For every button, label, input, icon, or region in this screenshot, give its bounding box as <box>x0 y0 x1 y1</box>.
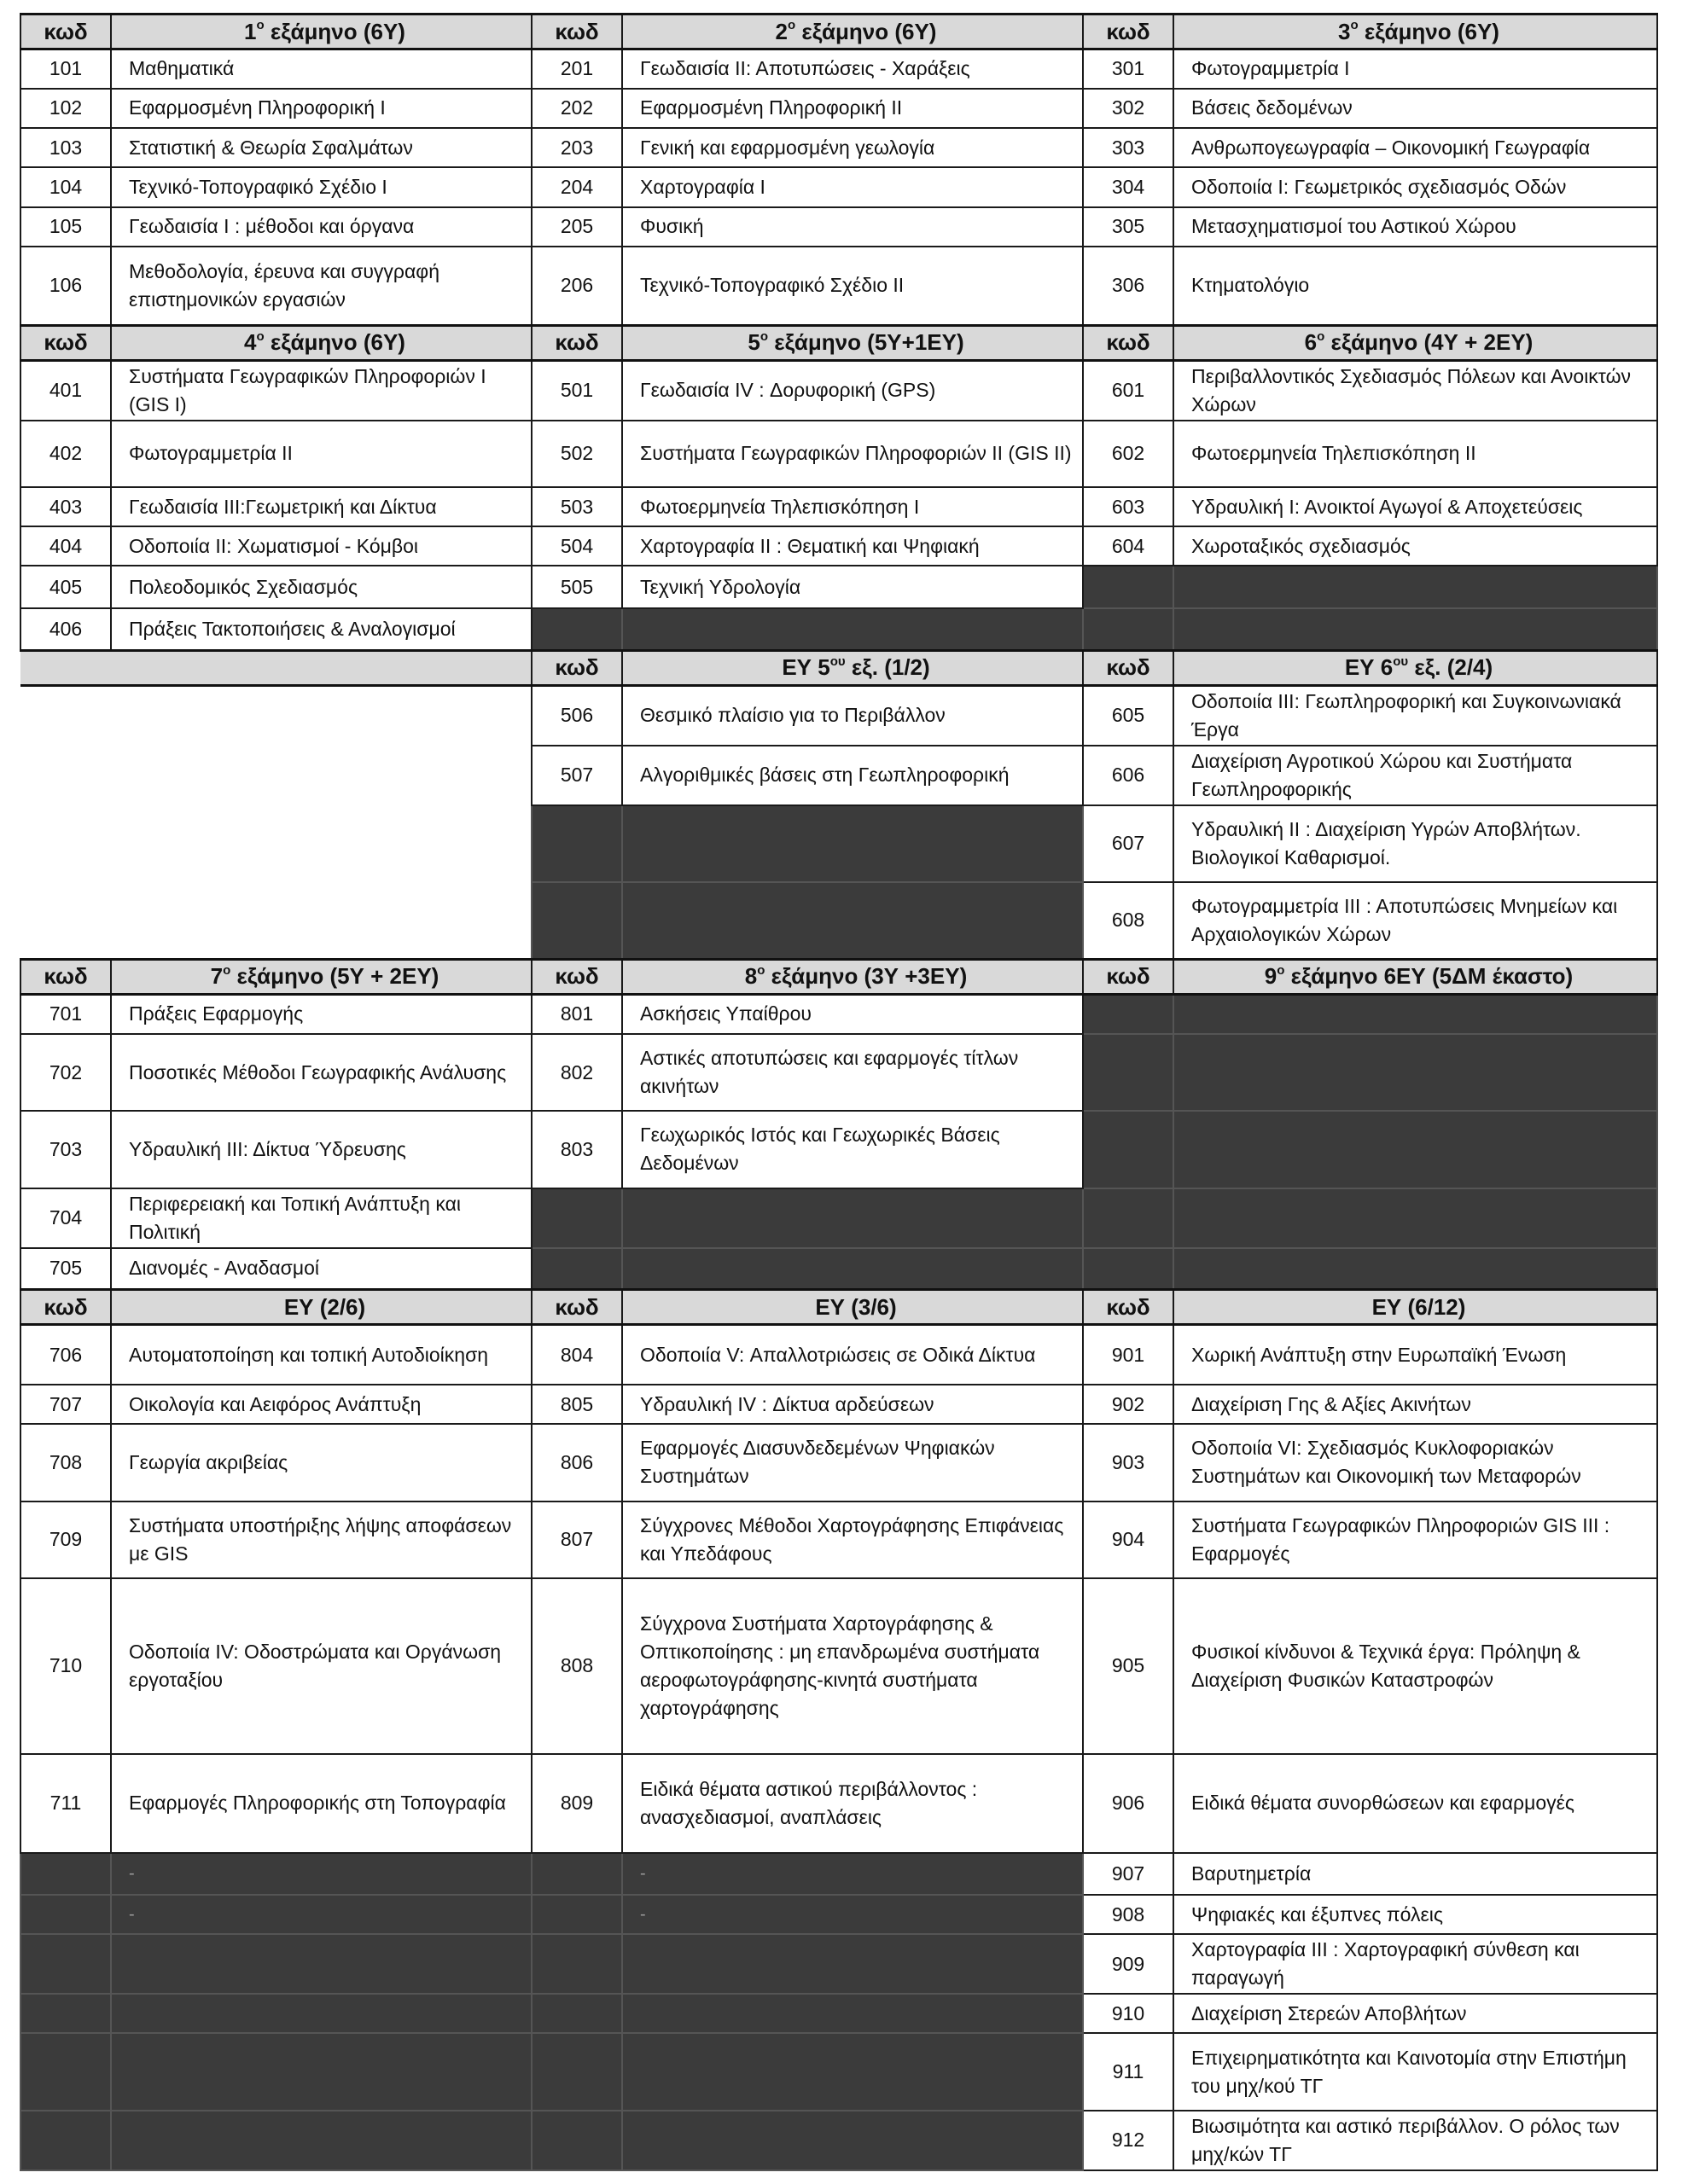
course-code: 709 <box>20 1502 111 1578</box>
course-title: Οδοποιία IV: Οδοστρώματα και Οργάνωση εργοταξίου <box>111 1578 532 1754</box>
empty-slot-dash: - <box>622 1895 1083 1934</box>
course-title: Κτηματολόγιο <box>1173 247 1657 326</box>
semester-header: $5^o$ εξάμηνο (5Υ+1ΕΥ) <box>622 325 1083 360</box>
code-column-header: κωδ <box>1083 1290 1173 1325</box>
course-title: Πολεοδομικός Σχεδιασμός <box>111 566 532 607</box>
course-code: 905 <box>1083 1578 1173 1754</box>
course-code: 607 <box>1083 805 1173 882</box>
semester-header: ΕΥ (3/6) <box>622 1290 1083 1325</box>
code-column-header: κωδ <box>20 959 111 994</box>
course-title: Χωρική Ανάπτυξη στην Ευρωπαϊκή Ένωση <box>1173 1325 1657 1385</box>
course-title: Πράξεις Τακτοποιήσεις & Αναλογισμοί <box>111 608 532 650</box>
empty-slot <box>1173 1111 1657 1188</box>
empty-cell <box>111 805 532 882</box>
course-title: Εφαρμογές Διασυνδεδεμένων Ψηφιακών Συστημάτων <box>622 1424 1083 1501</box>
course-code: 505 <box>532 566 622 607</box>
course-title: Εφαρμοσμένη Πληροφορική Ι <box>111 89 532 128</box>
code-column-header: κωδ <box>532 959 622 994</box>
code-column-header: κωδ <box>1083 959 1173 994</box>
course-code: 603 <box>1083 487 1173 526</box>
course-row <box>20 1034 1657 1111</box>
course-code: 204 <box>532 167 622 206</box>
course-title: Διαχείριση Στερεών Αποβλήτων <box>1173 1994 1657 2033</box>
course-row <box>20 360 1657 420</box>
empty-slot <box>532 1994 622 2033</box>
course-code: 608 <box>1083 882 1173 959</box>
empty-slot <box>20 1853 111 1895</box>
course-code: 706 <box>20 1325 111 1385</box>
empty-slot <box>532 1248 622 1290</box>
empty-slot <box>1173 1248 1657 1290</box>
empty-slot <box>20 2033 111 2110</box>
course-row <box>20 421 1657 487</box>
course-title: Εφαρμοσμένη Πληροφορική ΙΙ <box>622 89 1083 128</box>
course-code: 601 <box>1083 360 1173 420</box>
course-title: Αυτοματοποίηση και τοπική Αυτοδιοίκηση <box>111 1325 532 1385</box>
empty-slot <box>532 1188 622 1248</box>
course-title: Περιφερειακή και Τοπική Ανάπτυξη και Πολιτική <box>111 1188 532 1248</box>
course-row <box>20 526 1657 566</box>
empty-slot <box>1083 566 1173 607</box>
empty-slot <box>532 1934 622 1994</box>
course-title: Ποσοτικές Μέθοδοι Γεωγραφικής Ανάλυσης <box>111 1034 532 1111</box>
course-title: Οδοποιία ΙΙΙ: Γεωπληροφορική και Συγκοινωνιακά Έργα <box>1173 685 1657 745</box>
empty-slot <box>532 608 622 650</box>
course-title: Γενική και εφαρμοσμένη γεωλογία <box>622 128 1083 167</box>
course-code: 306 <box>1083 247 1173 326</box>
course-title: Υδραυλική ΙΙΙ: Δίκτυα Ύδρευσης <box>111 1111 532 1188</box>
course-code: 502 <box>532 421 622 487</box>
empty-slot-dash: - <box>622 1853 1083 1895</box>
course-code: 708 <box>20 1424 111 1501</box>
empty-slot <box>111 1934 532 1994</box>
empty-cell <box>20 650 111 685</box>
course-code: 504 <box>532 526 622 566</box>
section-header-row <box>20 650 1657 685</box>
empty-cell <box>111 685 532 745</box>
empty-cell <box>111 882 532 959</box>
empty-cell <box>20 685 111 745</box>
course-title: Ειδικά θέματα αστικού περιβάλλοντος : ανασχεδιασμοί, αναπλάσεις <box>622 1754 1083 1853</box>
course-code: 805 <box>532 1385 622 1424</box>
course-code: 910 <box>1083 1994 1173 2033</box>
course-title: Γεωδαισία ΙΙΙ:Γεωμετρική και Δίκτυα <box>111 487 532 526</box>
section-header-row <box>20 325 1657 360</box>
semester-header: $7^o$ εξάμηνο (5Υ + 2ΕΥ) <box>111 959 532 994</box>
course-code: 901 <box>1083 1325 1173 1385</box>
course-title: Φωτοερμηνεία Τηλεπισκόπηση Ι <box>622 487 1083 526</box>
course-code: 903 <box>1083 1424 1173 1501</box>
course-title: Γεωργία ακριβείας <box>111 1424 532 1501</box>
course-code: 302 <box>1083 89 1173 128</box>
empty-slot <box>111 2033 532 2110</box>
course-code: 301 <box>1083 49 1173 89</box>
empty-slot <box>622 2033 1083 2110</box>
course-row <box>20 882 1657 959</box>
course-row <box>20 1895 1657 1934</box>
course-code: 803 <box>532 1111 622 1188</box>
course-code: 105 <box>20 207 111 247</box>
course-row <box>20 1754 1657 1853</box>
course-row <box>20 608 1657 650</box>
course-code: 703 <box>20 1111 111 1188</box>
course-row <box>20 1994 1657 2033</box>
course-title: Συστήματα Γεωγραφικών Πληροφοριών Ι (GIS I) <box>111 360 532 420</box>
course-title: Υδραυλική IV : Δίκτυα αρδεύσεων <box>622 1385 1083 1424</box>
course-code: 806 <box>532 1424 622 1501</box>
course-row <box>20 1578 1657 1754</box>
semester-header: $6^o$ εξάμηνο (4Υ + 2ΕΥ) <box>1173 325 1657 360</box>
empty-slot <box>622 1248 1083 1290</box>
course-title: Υδραυλική Ι: Ανοικτοί Αγωγοί & Αποχετεύσεις <box>1173 487 1657 526</box>
course-code: 904 <box>1083 1502 1173 1578</box>
course-title: Φωτογραμμετρία ΙΙΙ : Αποτυπώσεις Μνημείων και Αρχαιολογικών Χώρων <box>1173 882 1657 959</box>
course-title: Πράξεις Εφαρμογής <box>111 995 532 1034</box>
empty-slot <box>622 1188 1083 1248</box>
empty-slot-dash: - <box>111 1895 532 1934</box>
course-code: 909 <box>1083 1934 1173 1994</box>
course-code: 702 <box>20 1034 111 1111</box>
empty-slot-dash: - <box>111 1853 532 1895</box>
course-title: Οδοποιία VI: Σχεδιασμός Κυκλοφοριακών Συστημάτων και Οικονομική των Μεταφορών <box>1173 1424 1657 1501</box>
course-row <box>20 1424 1657 1501</box>
course-title: Μετασχηματισμοί του Αστικού Χώρου <box>1173 207 1657 247</box>
course-code: 404 <box>20 526 111 566</box>
empty-cell <box>20 746 111 805</box>
empty-slot <box>1173 995 1657 1034</box>
course-title: Μεθοδολογία, έρευνα και συγγραφή επιστημονικών εργασιών <box>111 247 532 326</box>
course-code: 606 <box>1083 746 1173 805</box>
course-code: 802 <box>532 1034 622 1111</box>
course-title: Ανθρωπογεωγραφία – Οικονομική Γεωγραφία <box>1173 128 1657 167</box>
course-title: Τεχνική Υδρολογία <box>622 566 1083 607</box>
course-code: 401 <box>20 360 111 420</box>
course-title: Οδοποιία ΙΙ: Χωματισμοί - Κόμβοι <box>111 526 532 566</box>
empty-cell <box>111 746 532 805</box>
course-title: Διαχείριση Αγροτικού Χώρου και Συστήματα Γεωπληροφορικής <box>1173 746 1657 805</box>
code-column-header: κωδ <box>1083 325 1173 360</box>
semester-header: ΕΥ (2/6) <box>111 1290 532 1325</box>
course-code: 305 <box>1083 207 1173 247</box>
course-code: 406 <box>20 608 111 650</box>
course-title: Βιωσιμότητα και αστικό περιβάλλον. Ο ρόλος των μηχ/κών ΤΓ <box>1173 2111 1657 2170</box>
course-code: 405 <box>20 566 111 607</box>
empty-slot <box>1173 566 1657 607</box>
course-code: 908 <box>1083 1895 1173 1934</box>
course-title: Γεωδαισία Ι : μέθοδοι και όργανα <box>111 207 532 247</box>
code-column-header: κωδ <box>532 15 622 49</box>
code-column-header: κωδ <box>532 650 622 685</box>
semester-header: $2^o$ εξάμηνο (6Υ) <box>622 15 1083 49</box>
course-code: 602 <box>1083 421 1173 487</box>
code-column-header: κωδ <box>532 325 622 360</box>
course-code: 902 <box>1083 1385 1173 1424</box>
empty-slot <box>532 2033 622 2110</box>
course-code: 704 <box>20 1188 111 1248</box>
course-row <box>20 995 1657 1034</box>
course-row <box>20 89 1657 128</box>
course-title: Βάσεις δεδομένων <box>1173 89 1657 128</box>
course-row <box>20 1934 1657 1994</box>
semester-header: ΕΥ $5^{o\upsilon}$ εξ. (1/2) <box>622 650 1083 685</box>
course-code: 912 <box>1083 2111 1173 2170</box>
course-title: Μαθηματικά <box>111 49 532 89</box>
course-title: Χαρτογραφία Ι <box>622 167 1083 206</box>
course-code: 106 <box>20 247 111 326</box>
course-title: Περιβαλλοντικός Σχεδιασμός Πόλεων και Ανοικτών Χώρων <box>1173 360 1657 420</box>
course-title: Φωτογραμμετρία ΙΙ <box>111 421 532 487</box>
semester-header: ΕΥ $6^{o\upsilon}$ εξ. (2/4) <box>1173 650 1657 685</box>
course-code: 202 <box>532 89 622 128</box>
course-code: 807 <box>532 1502 622 1578</box>
course-row <box>20 49 1657 89</box>
course-code: 203 <box>532 128 622 167</box>
course-row <box>20 2033 1657 2110</box>
course-title: Φωτογραμμετρία Ι <box>1173 49 1657 89</box>
course-row <box>20 1111 1657 1188</box>
empty-slot <box>1083 1111 1173 1188</box>
empty-slot <box>1083 995 1173 1034</box>
course-code: 101 <box>20 49 111 89</box>
course-code: 304 <box>1083 167 1173 206</box>
course-code: 303 <box>1083 128 1173 167</box>
course-code: 808 <box>532 1578 622 1754</box>
course-row <box>20 2111 1657 2170</box>
empty-slot <box>532 1853 622 1895</box>
empty-slot <box>1083 1248 1173 1290</box>
course-code: 403 <box>20 487 111 526</box>
semester-header: $9^o$ εξάμηνο 6ΕΥ (5ΔΜ έκαστο) <box>1173 959 1657 994</box>
course-title: Επιχειρηματικότητα και Καινοτομία στην Επιστήμη του μηχ/κού ΤΓ <box>1173 2033 1657 2110</box>
course-row <box>20 247 1657 326</box>
empty-slot <box>532 882 622 959</box>
course-code: 506 <box>532 685 622 745</box>
course-code: 809 <box>532 1754 622 1853</box>
empty-cell <box>20 805 111 882</box>
course-title: Συστήματα Γεωγραφικών Πληροφοριών ΙΙ (GIS II) <box>622 421 1083 487</box>
section-header-row <box>20 1290 1657 1325</box>
semester-header: ΕΥ (6/12) <box>1173 1290 1657 1325</box>
course-code: 501 <box>532 360 622 420</box>
empty-slot <box>532 2111 622 2170</box>
curriculum-table <box>20 13 1658 2171</box>
course-title: Χαρτογραφία ΙΙ : Θεματική και Ψηφιακή <box>622 526 1083 566</box>
course-title: Θεσμικό πλαίσιο για το Περιβάλλον <box>622 685 1083 745</box>
course-code: 906 <box>1083 1754 1173 1853</box>
empty-slot <box>1083 608 1173 650</box>
course-title: Βαρυτημετρία <box>1173 1853 1657 1895</box>
course-title: Σύγχρονα Συστήματα Χαρτογράφησης & Οπτικοποίησης : μη επανδρωμένα συστήματα αεροφωτογράφησης-κινητά συστήματα χαρτογράφησης <box>622 1578 1083 1754</box>
course-title: Οδοποιία V: Απαλλοτριώσεις σε Οδικά Δίκτυα <box>622 1325 1083 1385</box>
course-row <box>20 128 1657 167</box>
course-row <box>20 167 1657 206</box>
course-code: 705 <box>20 1248 111 1290</box>
empty-slot <box>20 1895 111 1934</box>
empty-slot <box>622 1934 1083 1994</box>
section-header-row <box>20 959 1657 994</box>
code-column-header: κωδ <box>1083 15 1173 49</box>
empty-slot <box>1173 608 1657 650</box>
code-column-header: κωδ <box>20 1290 111 1325</box>
course-row <box>20 1853 1657 1895</box>
semester-header: $3^o$ εξάμηνο (6Υ) <box>1173 15 1657 49</box>
course-code: 206 <box>532 247 622 326</box>
empty-slot <box>622 2111 1083 2170</box>
course-title: Χωροταξικός σχεδιασμός <box>1173 526 1657 566</box>
course-title: Διανομές - Αναδασμοί <box>111 1248 532 1290</box>
empty-slot <box>111 2111 532 2170</box>
course-title: Συστήματα υποστήριξης λήψης αποφάσεων με GIS <box>111 1502 532 1578</box>
course-title: Στατιστική & Θεωρία Σφαλμάτων <box>111 128 532 167</box>
course-title: Φωτοερμηνεία Τηλεπισκόπηση ΙΙ <box>1173 421 1657 487</box>
empty-slot <box>1173 1188 1657 1248</box>
course-row <box>20 805 1657 882</box>
course-title: Συστήματα Γεωγραφικών Πληροφοριών GIS III : Εφαρμογές <box>1173 1502 1657 1578</box>
course-row <box>20 1325 1657 1385</box>
code-column-header: κωδ <box>20 15 111 49</box>
course-title: Ειδικά θέματα συνορθώσεων και εφαρμογές <box>1173 1754 1657 1853</box>
course-row <box>20 746 1657 805</box>
course-code: 102 <box>20 89 111 128</box>
course-title: Τεχνικό-Τοπογραφικό Σχέδιο ΙΙ <box>622 247 1083 326</box>
course-title: Σύγχρονες Μέθοδοι Χαρτογράφησης Επιφάνειας και Υπεδάφους <box>622 1502 1083 1578</box>
empty-slot <box>20 1994 111 2033</box>
empty-slot <box>532 805 622 882</box>
course-title: Τεχνικό-Τοπογραφικό Σχέδιο Ι <box>111 167 532 206</box>
empty-cell <box>20 882 111 959</box>
course-title: Οικολογία και Αειφόρος Ανάπτυξη <box>111 1385 532 1424</box>
course-code: 711 <box>20 1754 111 1853</box>
empty-slot <box>111 1994 532 2033</box>
course-title: Υδραυλική ΙΙ : Διαχείριση Υγρών Αποβλήτων. Βιολογικοί Καθαρισμοί. <box>1173 805 1657 882</box>
code-column-header: κωδ <box>1083 650 1173 685</box>
course-row <box>20 1248 1657 1290</box>
semester-header: $1^o$ εξάμηνο (6Υ) <box>111 15 532 49</box>
course-row <box>20 207 1657 247</box>
course-title: Γεωχωρικός Ιστός και Γεωχωρικές Βάσεις Δεδομένων <box>622 1111 1083 1188</box>
course-code: 801 <box>532 995 622 1034</box>
course-title: Ψηφιακές και έξυπνες πόλεις <box>1173 1895 1657 1934</box>
empty-slot <box>622 1994 1083 2033</box>
course-code: 907 <box>1083 1853 1173 1895</box>
semester-header: $8^o$ εξάμηνο (3Υ +3ΕΥ) <box>622 959 1083 994</box>
course-title: Διαχείριση Γης & Αξίες Ακινήτων <box>1173 1385 1657 1424</box>
empty-slot <box>622 608 1083 650</box>
empty-slot <box>532 1895 622 1934</box>
empty-slot <box>1083 1188 1173 1248</box>
course-title: Ασκήσεις Υπαίθρου <box>622 995 1083 1034</box>
course-code: 103 <box>20 128 111 167</box>
empty-slot <box>1083 1034 1173 1111</box>
empty-slot <box>20 1934 111 1994</box>
empty-slot <box>622 805 1083 882</box>
empty-slot <box>20 2111 111 2170</box>
course-title: Φυσικοί κίνδυνοι & Τεχνικά έργα: Πρόληψη & Διαχείριση Φυσικών Καταστροφών <box>1173 1578 1657 1754</box>
course-code: 707 <box>20 1385 111 1424</box>
course-title: Γεωδαισία IV : Δορυφορική (GPS) <box>622 360 1083 420</box>
empty-slot <box>1173 1034 1657 1111</box>
course-title: Οδοποιία Ι: Γεωμετρικός σχεδιασμός Οδών <box>1173 167 1657 206</box>
course-title: Φυσική <box>622 207 1083 247</box>
course-title: Εφαρμογές Πληροφορικής στη Τοπογραφία <box>111 1754 532 1853</box>
course-code: 701 <box>20 995 111 1034</box>
empty-slot <box>622 882 1083 959</box>
course-code: 402 <box>20 421 111 487</box>
course-code: 605 <box>1083 685 1173 745</box>
section-header-row <box>20 15 1657 49</box>
course-code: 104 <box>20 167 111 206</box>
course-title: Αλγοριθμικές βάσεις στη Γεωπληροφορική <box>622 746 1083 805</box>
course-code: 201 <box>532 49 622 89</box>
course-code: 205 <box>532 207 622 247</box>
course-row <box>20 487 1657 526</box>
course-title: Αστικές αποτυπώσεις και εφαρμογές τίτλων ακινήτων <box>622 1034 1083 1111</box>
course-code: 507 <box>532 746 622 805</box>
course-row <box>20 685 1657 745</box>
code-column-header: κωδ <box>532 1290 622 1325</box>
course-row <box>20 566 1657 607</box>
course-code: 911 <box>1083 2033 1173 2110</box>
course-code: 804 <box>532 1325 622 1385</box>
course-title: Γεωδαισία ΙΙ: Αποτυπώσεις - Χαράξεις <box>622 49 1083 89</box>
code-column-header: κωδ <box>20 325 111 360</box>
course-row <box>20 1502 1657 1578</box>
course-code: 710 <box>20 1578 111 1754</box>
semester-header: $4^o$ εξάμηνο (6Υ) <box>111 325 532 360</box>
empty-cell <box>111 650 532 685</box>
course-row <box>20 1385 1657 1424</box>
course-code: 503 <box>532 487 622 526</box>
course-code: 604 <box>1083 526 1173 566</box>
course-title: Χαρτογραφία ΙΙΙ : Χαρτογραφική σύνθεση και παραγωγή <box>1173 1934 1657 1994</box>
course-row <box>20 1188 1657 1248</box>
